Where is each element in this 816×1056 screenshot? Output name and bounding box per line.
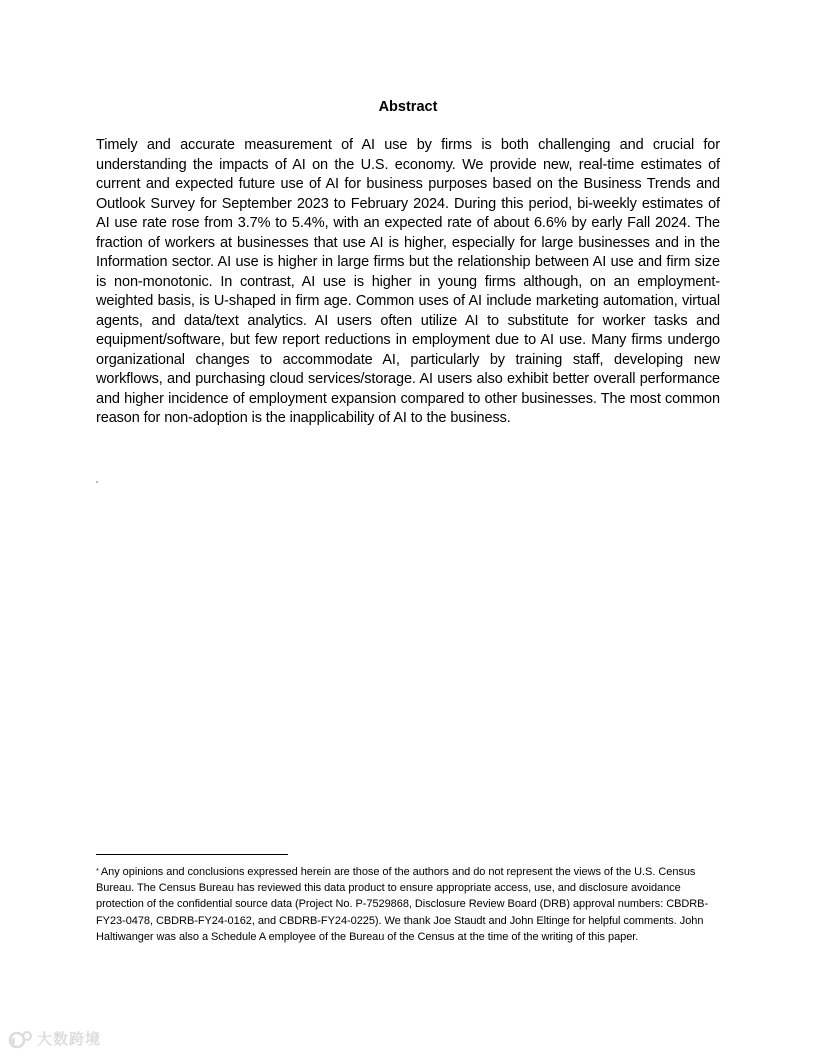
abstract-heading: Abstract — [378, 99, 438, 115]
watermark — [8, 1028, 101, 1049]
footnote — [96, 864, 720, 945]
watermark-logo-icon — [8, 1029, 34, 1049]
footnote-marker: * — [96, 866, 99, 875]
abstract-text: Timely and accurate measurement of AI use by firms is both challenging and crucial for understanding the impacts of AI on the U.S. economy. We provide new, real-time estimates of current and expected future use of AI for business purposes based on the Business Trends and Outlook Survey for September 2023 to February 2024. During this period, bi-weekly estimates of AI use rate rose from 3.7% to 5.4%, with an expected rate of about 6.6% by early Fall 2024. The fraction of workers at businesses that use AI is higher, especially for large businesses and in the Information sector. AI use is higher in large firms but the relationship between AI use and firm size is non-monotonic. In contrast, AI use is higher in young firms although, on an employment-weighted basis, is U-shaped in firm age. Common uses of AI include marketing automation, virtual agents, and data/text analytics. AI users often utilize AI to substitute for worker tasks and equipment/software, but few report reductions in employment due to AI use. Many firms undergo organizational changes to accommodate AI, particularly by training staff, developing new workflows, and purchasing cloud services/storage. AI users also exhibit better overall performance and higher incidence of employment expansion compared to other businesses. The most common reason for non-adoption is the inapplicability of AI to the business. — [96, 137, 720, 426]
stray-mark — [96, 481, 98, 483]
watermark-text: 大数跨境 — [37, 1030, 102, 1048]
footnote-text: Any opinions and conclusions expressed herein are those of the authors and do not represent the views of the U.S. Census Bureau. The Census Bureau has reviewed this data product to ensure appropriate access, use, and disclosure avoidance protection of the confidential source data (Project No. P-7529868, Disclosure Review Board (DRB) approval numbers: CBDRB-FY23-0478, CBDRB-FY24-0162, and CBDRB-FY24-0225). We thank Joe Staudt and John Eltinge for helpful comments. John Haltiwanger was also a Schedule A employee of the Bureau of the Census at the time of the writing of this paper. — [96, 866, 709, 943]
footnote-separator — [96, 854, 288, 855]
